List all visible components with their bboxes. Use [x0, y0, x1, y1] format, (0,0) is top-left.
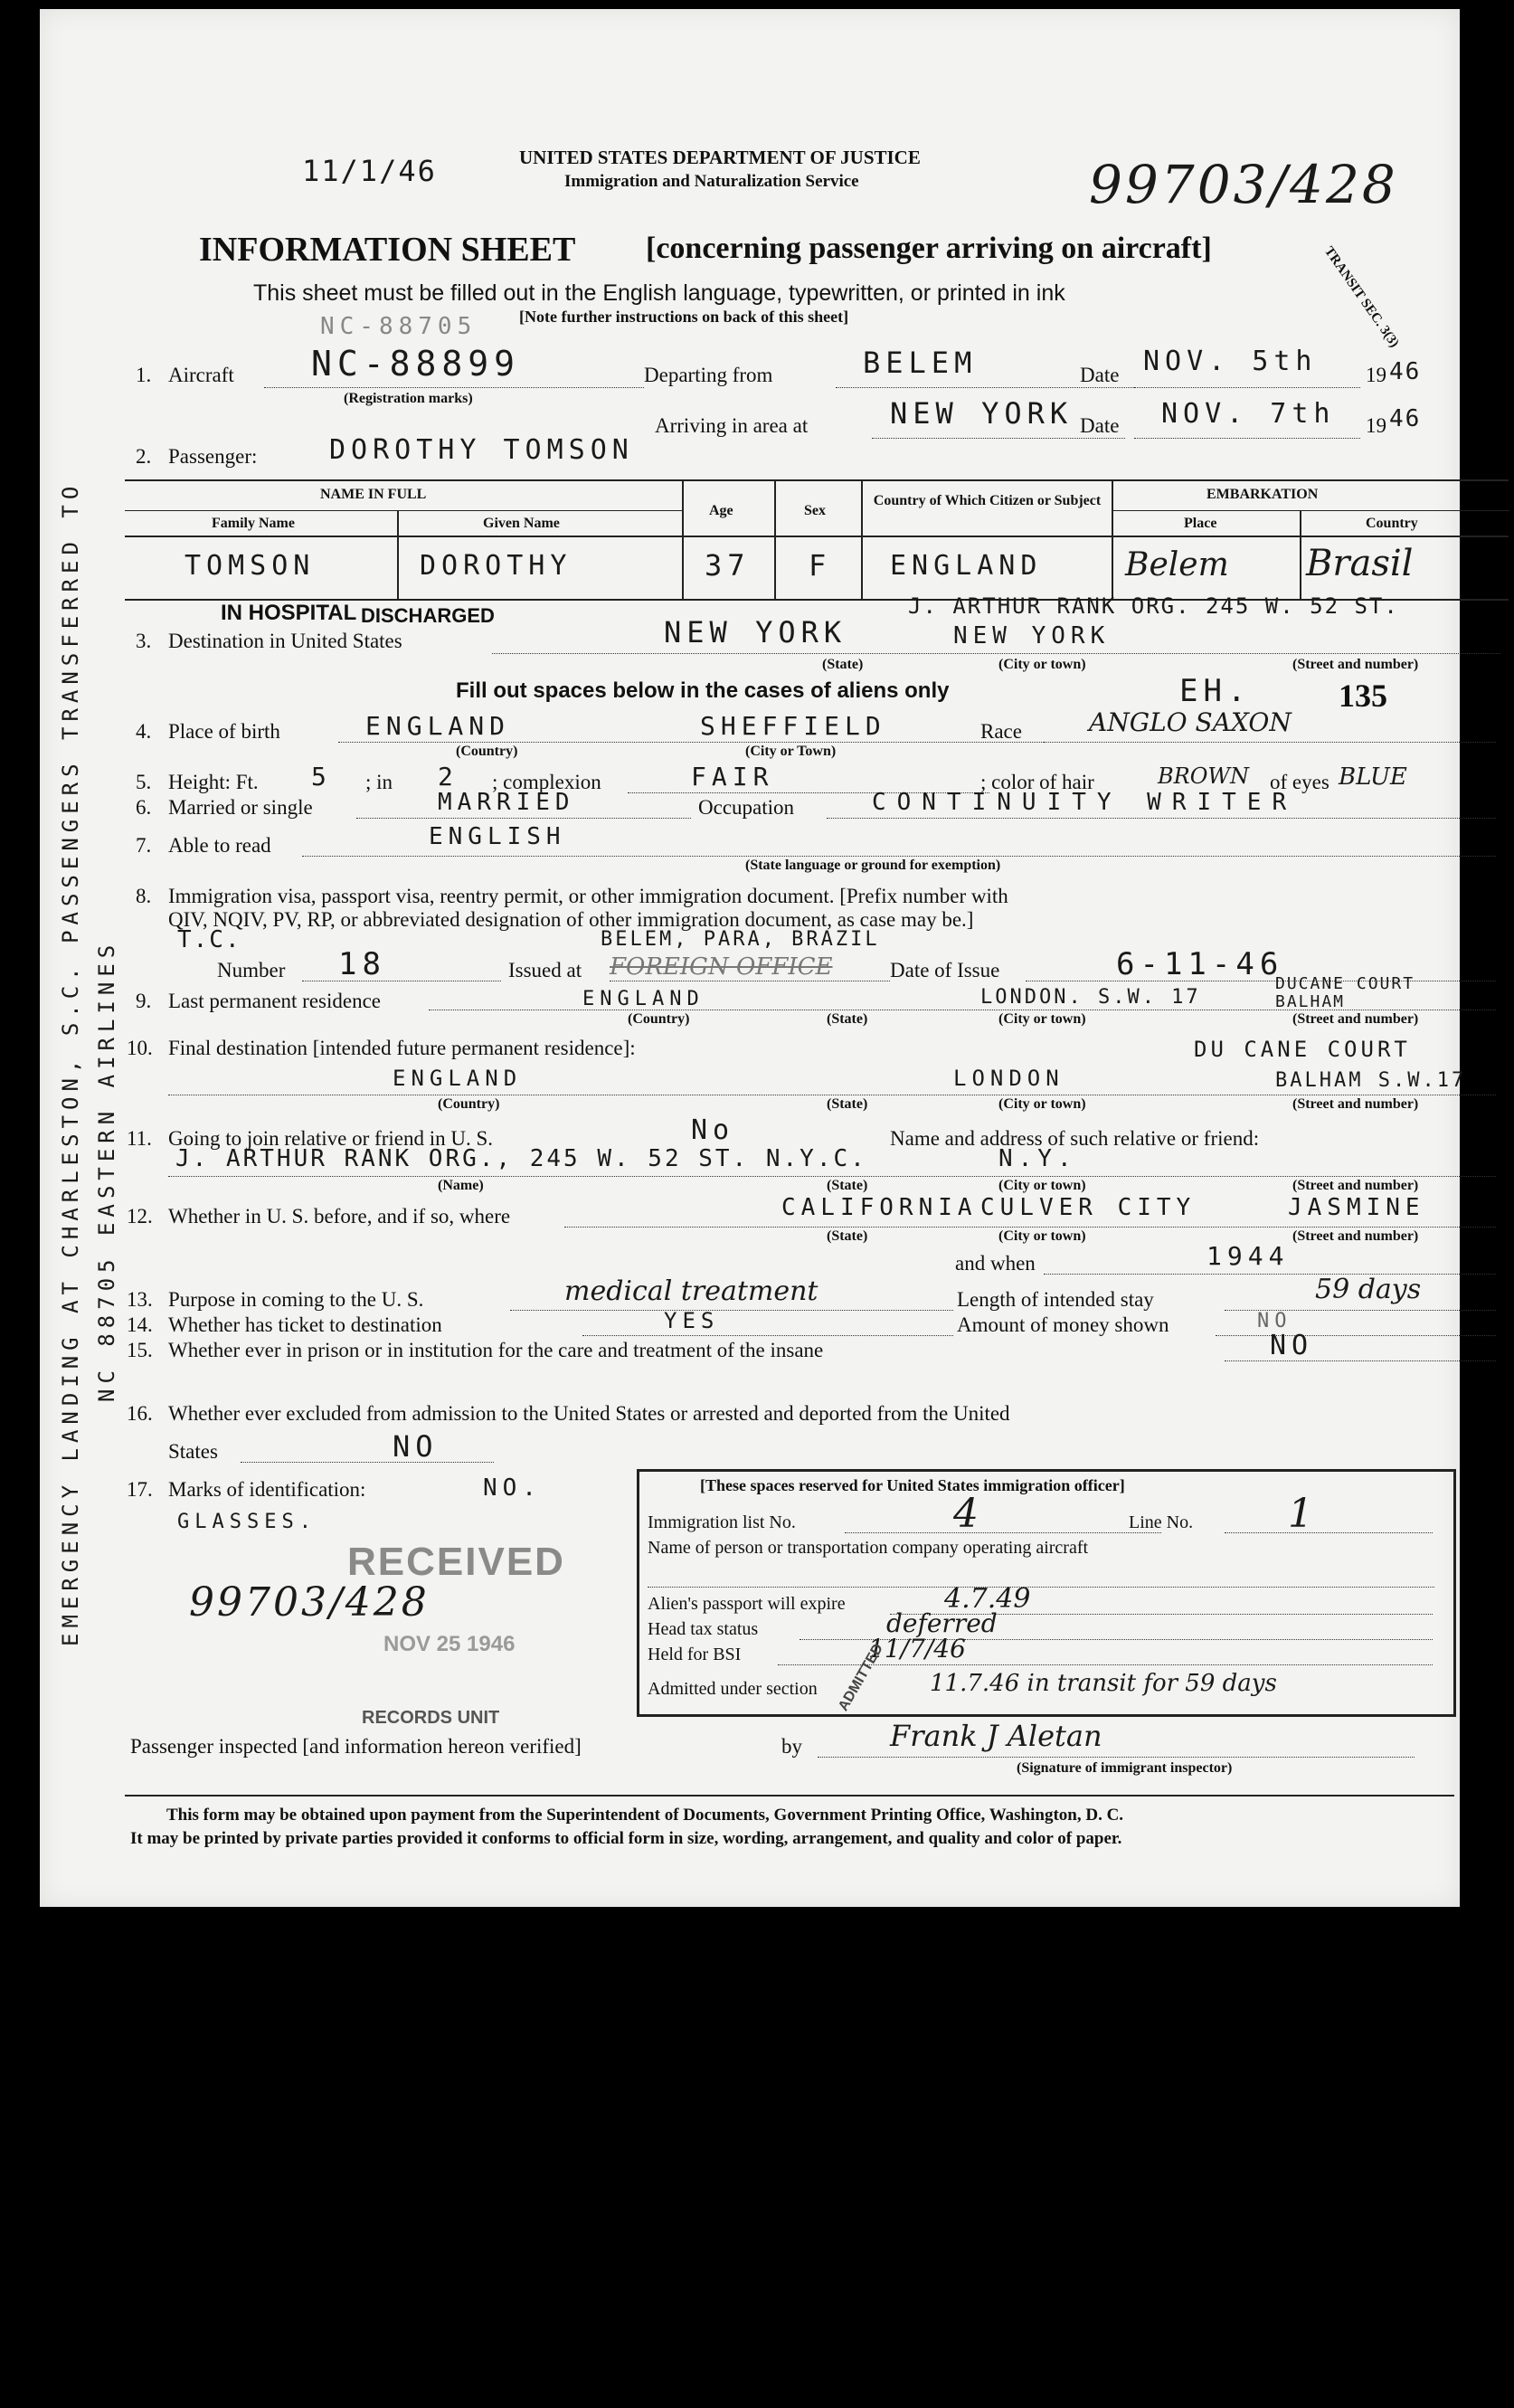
final-destination-label: Final destination [intended future permanent residence]: [168, 1037, 636, 1059]
hair-label: ; color of hair [980, 771, 1094, 793]
purpose-label: Purpose in coming to the U. S. [168, 1288, 424, 1311]
residence-country-caption: (Country) [628, 1011, 690, 1027]
year-prefix: 19 [1366, 364, 1386, 386]
money-value: NO [1257, 1310, 1292, 1332]
when-value: 1944 [1206, 1241, 1290, 1271]
item12-num: 12. [127, 1205, 153, 1228]
final-country: ENGLAND [393, 1066, 523, 1091]
us-before-street: JASMINE [1288, 1194, 1425, 1221]
us-before-street-caption: (Street and number) [1292, 1228, 1419, 1244]
occupation-value: CONTINUITY WRITER [872, 789, 1298, 816]
relative-name: J. ARTHUR RANK ORG., 245 W. 52 ST. N.Y.C. [175, 1145, 867, 1172]
head-tax-label: Head tax status [648, 1619, 759, 1639]
arrival-year: 46 [1389, 405, 1422, 432]
hair-value: BROWN [1158, 763, 1250, 789]
given-name: DOROTHY [420, 550, 572, 582]
item1-num: 1. [136, 364, 152, 386]
relative-city-caption: (City or town) [998, 1178, 1086, 1193]
birth-city: SHEFFIELD [700, 711, 886, 741]
document-text-2: QIV, NQIV, PV, RP, or abbreviated designation of other immigration document, as case may be.] [168, 908, 974, 931]
file-number: 99703/428 [1089, 154, 1398, 215]
page-number: 135 [1339, 678, 1387, 714]
form-title-bracket: [concerning passenger arriving on aircraft] [646, 232, 1212, 265]
footer-line-2: It may be printed by private parties provided it conforms to official form in size, wording, arrangement, and quality and color of paper. [130, 1829, 1122, 1848]
residence-city: LONDON. S.W. 17 [980, 986, 1201, 1009]
height-inches: 2 [438, 762, 459, 792]
aircraft-overwrite: NC-88705 [320, 313, 478, 340]
departure-date: NOV. 5th [1143, 346, 1318, 377]
table-header-citizen: Country of Which Citizen or Subject [873, 493, 1102, 508]
passport-expire-value: 4.7.49 [944, 1583, 1031, 1615]
relative-street-caption: (Street and number) [1292, 1178, 1419, 1193]
table-header-family: Family Name [212, 516, 295, 531]
form-title: INFORMATION SHEET [199, 231, 576, 269]
admitted-stamp: ADMITTED [836, 1641, 887, 1714]
received-file-number: 99703/428 [189, 1579, 430, 1626]
aircraft-value: NC-88899 [311, 344, 521, 384]
table-header-name: NAME IN FULL [320, 487, 427, 502]
birthplace-label: Place of birth [168, 720, 280, 743]
date-label: Date [1080, 364, 1120, 386]
race-value: ANGLO SAXON [1089, 707, 1292, 737]
final-street-1: DU CANE COURT [1194, 1037, 1411, 1062]
prison-value: NO [1270, 1330, 1314, 1361]
inspected-by: by [781, 1735, 802, 1758]
citizen-country: ENGLAND [890, 550, 1043, 582]
join-relative-label: Going to join relative or friend in U. S. [168, 1127, 493, 1150]
residence-city-caption: (City or town) [998, 1011, 1086, 1027]
read-caption: (State language or ground for exemption) [745, 858, 1001, 873]
date-of-issue: 6-11-46 [1116, 946, 1284, 982]
item15-num: 15. [127, 1339, 153, 1361]
instruction-text: This sheet must be filled out in the English language, typewritten, or printed in ink [253, 280, 1065, 306]
eyes-value: BLUE [1339, 763, 1407, 791]
final-street-caption: (Street and number) [1292, 1096, 1419, 1112]
arrival-date: NOV. 7th [1161, 398, 1336, 430]
arriving-value: NEW YORK [890, 396, 1074, 431]
line-no-value: 1 [1288, 1491, 1313, 1537]
inspector-signature: Frank J Aletan [890, 1719, 1102, 1753]
destination-street: J. ARTHUR RANK ORG. 245 W. 52 ST. [908, 593, 1399, 619]
marks-label: Marks of identification: [168, 1478, 366, 1501]
top-left-mark: 11/1/46 [302, 154, 437, 188]
residence-street: DUCANE COURT BALHAM [1275, 974, 1415, 1011]
height-inch-label: ; in [365, 771, 393, 793]
received-date: NOV 25 1946 [383, 1632, 516, 1656]
embarkation-place: Belem [1125, 546, 1229, 583]
prison-label: Whether ever in prison or in institution for the care and treatment of the insane [168, 1339, 824, 1361]
departure-year: 46 [1389, 358, 1422, 385]
relative-name-caption: (Name) [438, 1178, 484, 1193]
relative-state-caption: (State) [827, 1178, 868, 1193]
table-header-given: Given Name [483, 516, 560, 531]
date-of-issue-label: Date of Issue [890, 959, 1000, 981]
marks-glasses: GLASSES. [177, 1511, 317, 1533]
embarkation-country: Brasil [1306, 543, 1414, 584]
eh-mark: EH. [1179, 673, 1252, 709]
table-header-sex: Sex [804, 503, 826, 518]
destination-city: NEW YORK [953, 622, 1111, 649]
sidebar-note-line1: EMERGENCY LANDING AT CHARLESTON, S.C. PASSENGERS TRANSFERRED TO [58, 480, 83, 1646]
us-before-city-caption: (City or town) [998, 1228, 1086, 1244]
final-city: LONDON [953, 1066, 1065, 1091]
instruction-note: [Note further instructions on back of this sheet] [519, 308, 849, 326]
dest-street-caption: (Street and number) [1292, 657, 1419, 672]
item14-num: 14. [127, 1313, 153, 1336]
item5-num: 5. [136, 771, 152, 793]
records-unit-stamp: RECORDS UNIT [362, 1708, 500, 1728]
destination-label: Destination in United States [168, 630, 402, 652]
us-before-city: CULVER CITY [980, 1194, 1197, 1221]
final-country-caption: (Country) [438, 1096, 500, 1112]
admitted-value: 11.7.46 in transit for 59 days [930, 1670, 1277, 1697]
dest-state-caption: (State) [822, 657, 864, 672]
officer-box-title: [These spaces reserved for United States immigration officer] [700, 1476, 1125, 1494]
money-label: Amount of money shown [957, 1313, 1169, 1336]
join-relative-value: No [691, 1114, 735, 1146]
document-prefix: T.C. [177, 926, 241, 953]
hospital-stamp: IN HOSPITAL [221, 601, 357, 625]
inspected-label: Passenger inspected [and information hereon verified] [130, 1735, 582, 1758]
stay-label: Length of intended stay [957, 1288, 1154, 1311]
imm-list-label: Immigration list No. [648, 1512, 796, 1532]
departing-value: BELEM [863, 346, 978, 380]
issued-over: BELEM, PARA, BRAZIL [601, 928, 880, 951]
item17-num: 17. [127, 1478, 153, 1501]
height-feet: 5 [311, 762, 332, 792]
passenger-label: Passenger: [168, 445, 258, 468]
final-street-2: BALHAM S.W.17 [1275, 1069, 1467, 1092]
table-header-embarkation: EMBARKATION [1206, 487, 1319, 502]
us-before-state-caption: (State) [827, 1228, 868, 1244]
relative-state: N.Y. [998, 1145, 1077, 1172]
birth-city-caption: (City or Town) [745, 744, 837, 759]
read-value: ENGLISH [429, 823, 566, 850]
aliens-header: Fill out spaces below in the cases of aliens only [456, 678, 950, 703]
relative-address-label: Name and address of such relative or friend: [890, 1127, 1260, 1150]
item10-num: 10. [127, 1037, 153, 1059]
transit-stamp: TRANSIT SEC. 3(3) [1320, 244, 1402, 351]
item13-num: 13. [127, 1288, 153, 1311]
document-number: 18 [338, 946, 386, 982]
residence-state-caption: (State) [827, 1011, 868, 1027]
table-header-place: Place [1184, 516, 1217, 531]
sidebar-note-line2: NC 88705 EASTERN AIRLINES [94, 939, 119, 1402]
destination-state: NEW YORK [664, 615, 847, 649]
operator-label: Name of person or transportation company operating aircraft [648, 1538, 1089, 1558]
document-text-1: Immigration visa, passport visa, reentry permit, or other immigration document. [Prefix number with [168, 885, 1008, 907]
birth-country: ENGLAND [365, 711, 511, 741]
residence-label: Last permanent residence [168, 990, 381, 1012]
item6-num: 6. [136, 796, 152, 819]
table-header-country: Country [1366, 516, 1418, 531]
received-stamp: RECEIVED [347, 1540, 565, 1584]
imm-list-value: 4 [953, 1491, 979, 1537]
arrival-date-label: Date [1080, 414, 1120, 437]
purpose-value: medical treatment [564, 1275, 819, 1307]
passenger-name: DOROTHY TOMSON [329, 434, 634, 466]
ticket-value: YES [664, 1308, 720, 1333]
aircraft-label: Aircraft [168, 364, 234, 386]
item2-num: 2. [136, 445, 152, 468]
item8-num: 8. [136, 885, 152, 907]
number-label: Number [217, 959, 286, 981]
race-label: Race [980, 720, 1022, 743]
line-no-label: Line No. [1129, 1512, 1194, 1532]
ticket-label: Whether has ticket to destination [168, 1313, 442, 1336]
stay-value: 59 days [1315, 1274, 1422, 1305]
height-label: Height: Ft. [168, 771, 259, 793]
item7-num: 7. [136, 834, 152, 857]
family-name: TOMSON [185, 550, 316, 582]
excluded-label-2: States [168, 1440, 218, 1463]
us-before-label: Whether in U. S. before, and if so, where [168, 1205, 511, 1228]
marital-label: Married or single [168, 796, 313, 819]
marital-value: MARRIED [438, 789, 575, 816]
birth-country-caption: (Country) [456, 744, 518, 759]
head-tax-value: deferred [886, 1608, 998, 1638]
item9-num: 9. [136, 990, 152, 1012]
when-label: and when [955, 1252, 1036, 1275]
passport-expire-label: Alien's passport will expire [648, 1594, 846, 1614]
marks-value: NO. [483, 1474, 542, 1502]
service-name: Immigration and Naturalization Service [564, 172, 859, 191]
complexion-value: FAIR [691, 762, 774, 792]
table-header-age: Age [709, 503, 733, 518]
issued-value: FOREIGN OFFICE [610, 953, 833, 981]
age-value: 37 [705, 548, 751, 583]
discharged-stamp: DISCHARGED [361, 604, 495, 627]
held-bsi-value: 11/7/46 [868, 1634, 966, 1664]
item4-num: 4. [136, 720, 152, 743]
sex-value: F [809, 548, 832, 583]
item11-num: 11. [127, 1127, 152, 1150]
occupation-label: Occupation [698, 796, 795, 819]
registration-caption: (Registration marks) [344, 391, 473, 406]
issued-label: Issued at [508, 959, 582, 981]
item3-num: 3. [136, 630, 152, 652]
excluded-value: NO [393, 1429, 439, 1464]
read-label: Able to read [168, 834, 271, 857]
signature-caption: (Signature of immigrant inspector) [1017, 1760, 1233, 1776]
final-city-caption: (City or town) [998, 1096, 1086, 1112]
held-bsi-label: Held for BSI [648, 1645, 742, 1664]
footer-line-1: This form may be obtained upon payment from the Superintendent of Documents, Government Printing Office, Washington, D. C. [166, 1806, 1124, 1825]
departing-label: Departing from [644, 364, 773, 386]
complexion-label: ; complexion [492, 771, 601, 793]
residence-street-caption: (Street and number) [1292, 1011, 1419, 1027]
final-state-caption: (State) [827, 1096, 868, 1112]
residence-country: ENGLAND [582, 988, 705, 1010]
us-before-state: CALIFORNIA [781, 1194, 978, 1221]
eyes-label: of eyes [1270, 771, 1329, 793]
arriving-label: Arriving in area at [655, 414, 809, 437]
excluded-label: Whether ever excluded from admission to the United States or arrested and deported from the United [168, 1402, 1010, 1425]
dest-city-caption: (City or town) [998, 657, 1086, 672]
department-name: UNITED STATES DEPARTMENT OF JUSTICE [519, 147, 921, 168]
admitted-label: Admitted under section [648, 1679, 818, 1699]
arrival-year-prefix: 19 [1366, 414, 1386, 437]
item16-num: 16. [127, 1402, 153, 1425]
form-sheet [40, 9, 1467, 1907]
